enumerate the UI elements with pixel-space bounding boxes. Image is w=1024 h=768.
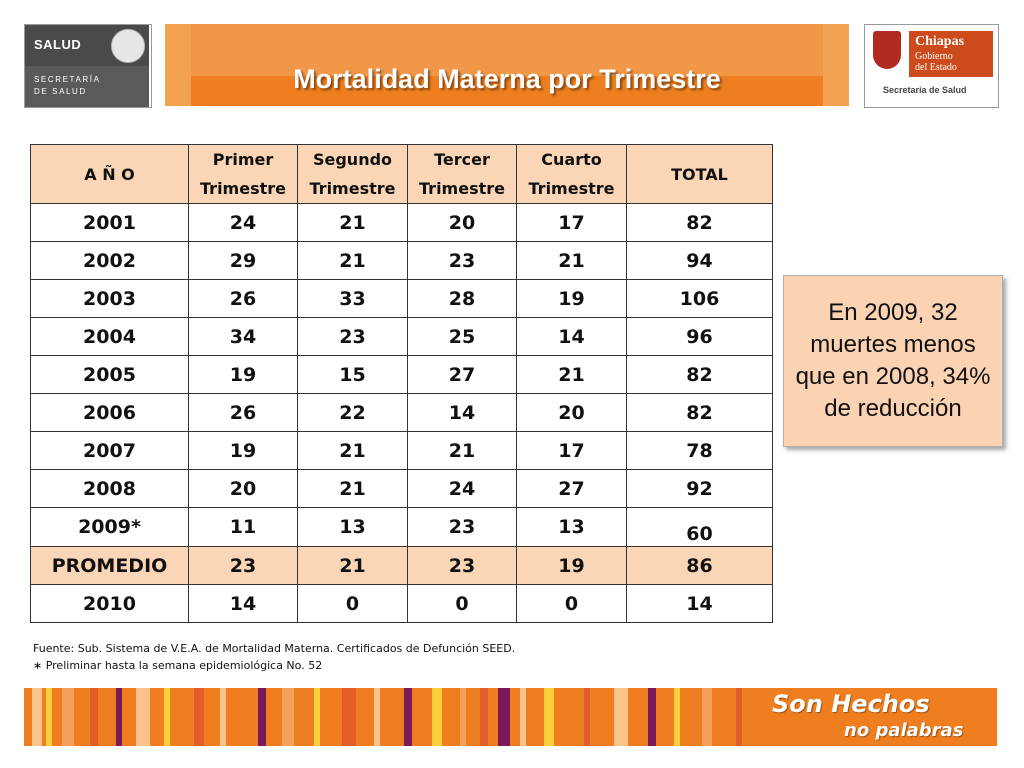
source-notes xyxy=(33,640,515,674)
table-cell-total: 86 xyxy=(627,547,773,585)
table-cell-year: 2003 xyxy=(31,280,189,318)
table-cell-q2: 21 xyxy=(298,547,408,585)
table-row xyxy=(31,508,773,547)
chiapas-department: Secretaría de Salud xyxy=(883,85,967,95)
chiapas-brand xyxy=(909,31,993,77)
band-stripe xyxy=(480,688,488,746)
table-cell-q1: 26 xyxy=(189,280,298,318)
table-cell-q4: 14 xyxy=(517,318,627,356)
table-cell-q2: 21 xyxy=(298,204,408,242)
salud-logo-top xyxy=(25,25,149,66)
table-row xyxy=(31,204,773,242)
chiapas-crest-icon xyxy=(873,31,901,69)
table-cell-year: 2005 xyxy=(31,356,189,394)
salud-word: SALUD xyxy=(34,37,82,52)
band-stripe xyxy=(116,688,122,746)
header-cell-q1 xyxy=(189,145,298,204)
header-total-text: TOTAL xyxy=(671,164,728,184)
band-stripe xyxy=(674,688,680,746)
table-cell-q1: 23 xyxy=(189,547,298,585)
table-cell-year: 2009* xyxy=(31,508,189,547)
salud-logo-bottom xyxy=(25,66,149,107)
band-stripe xyxy=(258,688,266,746)
band-stripe xyxy=(460,688,466,746)
table-cell-q1: 34 xyxy=(189,318,298,356)
table-cell-total: 106 xyxy=(627,280,773,318)
band-stripe xyxy=(314,688,320,746)
band-stripe xyxy=(194,688,204,746)
table-row xyxy=(31,470,773,508)
table-row xyxy=(31,356,773,394)
table-cell-q3: 24 xyxy=(408,470,517,508)
table-cell-total: 14 xyxy=(627,585,773,623)
table-cell-q4: 27 xyxy=(517,470,627,508)
title-banner xyxy=(165,24,849,106)
header-cell-total xyxy=(627,145,773,204)
band-stripe xyxy=(220,688,226,746)
band-stripe xyxy=(374,688,380,746)
table-cell-q3: 23 xyxy=(408,242,517,280)
table-cell-q4: 13 xyxy=(517,508,627,547)
table-header-row xyxy=(31,145,773,204)
table-row xyxy=(31,432,773,470)
table-cell-q3: 21 xyxy=(408,432,517,470)
table-cell-q4: 19 xyxy=(517,280,627,318)
header-cell-q2 xyxy=(298,145,408,204)
band-stripe xyxy=(432,688,442,746)
table-cell-q2: 23 xyxy=(298,318,408,356)
header-q2-line2: Trimestre xyxy=(309,179,396,198)
table-cell-q2: 21 xyxy=(298,432,408,470)
header-q3-line2: Trimestre xyxy=(419,179,505,198)
header-q2-line1: Segundo xyxy=(312,150,393,169)
band-stripe xyxy=(498,688,510,746)
table-cell-q3: 23 xyxy=(408,547,517,585)
table-cell-total: 92 xyxy=(627,470,773,508)
chiapas-logo xyxy=(864,24,999,108)
band-stripe xyxy=(614,688,628,746)
table-cell-q3: 0 xyxy=(408,585,517,623)
table-cell-q2: 0 xyxy=(298,585,408,623)
table-cell-q2: 15 xyxy=(298,356,408,394)
band-stripe xyxy=(648,688,656,746)
table-cell-q4: 21 xyxy=(517,356,627,394)
table-cell-q4: 17 xyxy=(517,204,627,242)
table-cell-year: 2010 xyxy=(31,585,189,623)
secretaria-line1: SECRETARÍA xyxy=(34,75,101,84)
table-row xyxy=(31,280,773,318)
band-stripe xyxy=(32,688,42,746)
slogan-line1: Son Hechos xyxy=(772,690,930,718)
header-q3-line1: Tercer xyxy=(434,150,490,169)
table-cell-year: 2008 xyxy=(31,470,189,508)
table-row xyxy=(31,585,773,623)
band-stripe xyxy=(404,688,412,746)
chiapas-name: Chiapas xyxy=(915,34,965,49)
header-q4-line2: Trimestre xyxy=(528,179,615,198)
table-cell-q4: 19 xyxy=(517,547,627,585)
table-cell-q2: 22 xyxy=(298,394,408,432)
table-cell-q2: 13 xyxy=(298,508,408,547)
table-cell-total: 94 xyxy=(627,242,773,280)
salud-logo xyxy=(24,24,152,108)
band-stripe xyxy=(736,688,742,746)
table-cell-total: 60 xyxy=(627,508,773,547)
band-stripe xyxy=(46,688,52,746)
table-cell-q1: 19 xyxy=(189,356,298,394)
band-stripe xyxy=(62,688,74,746)
table-cell-year: 2002 xyxy=(31,242,189,280)
header-q4-line1: Cuarto xyxy=(541,150,602,169)
band-stripe xyxy=(702,688,712,746)
band-stripe xyxy=(136,688,150,746)
mortality-table xyxy=(30,144,773,623)
reduction-note: En 2009, 32 muertes menos que en 2008, 34% de reducción xyxy=(783,275,1003,447)
table-cell-total: 78 xyxy=(627,432,773,470)
table-row xyxy=(31,318,773,356)
table-cell-q4: 21 xyxy=(517,242,627,280)
band-stripe xyxy=(520,688,526,746)
source-line: Fuente: Sub. Sistema de V.E.A. de Mortalidad Materna. Certificados de Defunción SEED. xyxy=(33,642,516,655)
table-cell-q3: 14 xyxy=(408,394,517,432)
page-title: Mortalidad Materna por Trimestre xyxy=(293,64,721,94)
band-stripe xyxy=(282,688,294,746)
band-stripe xyxy=(584,688,590,746)
table-cell-q4: 0 xyxy=(517,585,627,623)
table-cell-q3: 27 xyxy=(408,356,517,394)
table-cell-q1: 14 xyxy=(189,585,298,623)
table-cell-year: PROMEDIO xyxy=(31,547,189,585)
table-cell-total: 96 xyxy=(627,318,773,356)
band-stripe xyxy=(342,688,356,746)
table-cell-q1: 20 xyxy=(189,470,298,508)
band-stripe xyxy=(90,688,98,746)
band-stripe xyxy=(164,688,170,746)
chiapas-gov-line1: Gobierno xyxy=(915,51,953,62)
table-cell-total: 82 xyxy=(627,356,773,394)
table-cell-q1: 24 xyxy=(189,204,298,242)
table-cell-total: 82 xyxy=(627,394,773,432)
table-cell-q4: 20 xyxy=(517,394,627,432)
table-cell-q2: 21 xyxy=(298,242,408,280)
table-cell-year: 2004 xyxy=(31,318,189,356)
header-year-text: A Ñ O xyxy=(84,164,135,184)
table-cell-year: 2001 xyxy=(31,204,189,242)
table-cell-q3: 20 xyxy=(408,204,517,242)
mexico-seal-icon xyxy=(111,29,145,63)
table-cell-q3: 23 xyxy=(408,508,517,547)
header-q1-line2: Trimestre xyxy=(200,179,286,198)
header-cell-year xyxy=(31,145,189,204)
table-cell-q1: 26 xyxy=(189,394,298,432)
header-cell-q3 xyxy=(408,145,517,204)
header-cell-q4 xyxy=(517,145,627,204)
table-cell-q2: 33 xyxy=(298,280,408,318)
table-cell-year: 2007 xyxy=(31,432,189,470)
secretaria-text xyxy=(34,74,144,98)
band-stripe xyxy=(544,688,554,746)
footnote-line: ∗ Preliminar hasta la semana epidemiológica No. 52 xyxy=(33,659,323,672)
header-q1-line1: Primer xyxy=(212,150,274,169)
table-cell-q3: 28 xyxy=(408,280,517,318)
table-row xyxy=(31,242,773,280)
table-cell-year: 2006 xyxy=(31,394,189,432)
secretaria-line2: DE SALUD xyxy=(34,87,87,96)
table-cell-q1: 11 xyxy=(189,508,298,547)
table-cell-q4: 17 xyxy=(517,432,627,470)
table-cell-q1: 19 xyxy=(189,432,298,470)
chiapas-gov xyxy=(915,51,957,73)
table-row xyxy=(31,547,773,585)
table-cell-total: 82 xyxy=(627,204,773,242)
table-cell-q1: 29 xyxy=(189,242,298,280)
chiapas-gov-line2: del Estado xyxy=(915,62,957,73)
table-cell-q2: 21 xyxy=(298,470,408,508)
table-row xyxy=(31,394,773,432)
table-cell-q3: 25 xyxy=(408,318,517,356)
slogan-line2: no palabras xyxy=(844,720,964,741)
